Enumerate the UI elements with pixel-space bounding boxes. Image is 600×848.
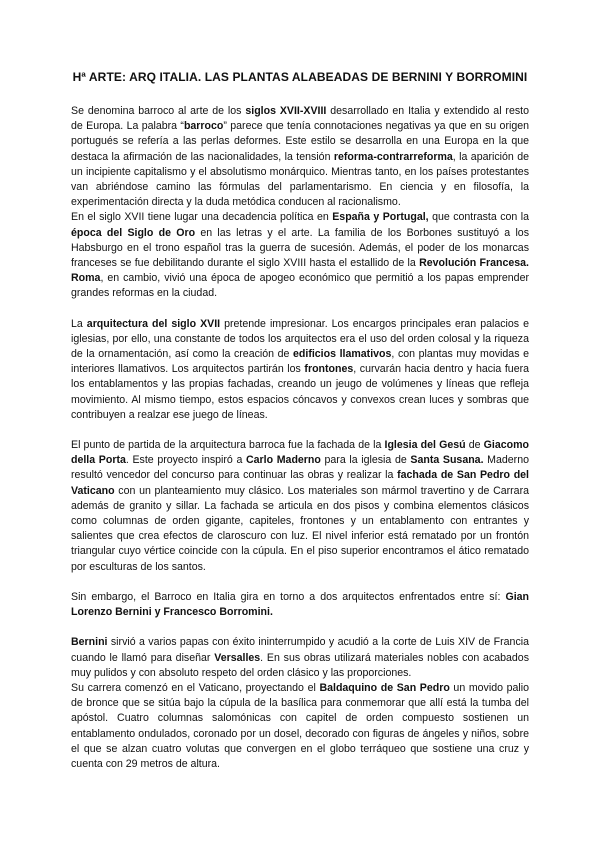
text-run: . En sus obras utilizará materiales nobles con acabados muy pulidos y con absoluto respeto del orden clásico y las proporciones.	[71, 651, 529, 679]
bold-term: siglos XVII-XVIII	[245, 105, 327, 117]
bold-term: reforma-contrarreforma	[333, 150, 453, 163]
bold-term: frontones	[304, 363, 354, 376]
page-title: Hª ARTE: ARQ ITALIA. LAS PLANTAS ALABEADAS DE BERNINI Y BORROMINI	[72, 70, 528, 84]
bold-term: edificios llamativos	[293, 348, 392, 361]
text-run: En el siglo XVII tiene lugar una decadencia política en	[71, 211, 333, 224]
text-run: Sin embargo, el Barroco en Italia gira en torno a dos arquitectos enfrentados entre sí:	[71, 590, 506, 603]
bold-term: Santa Susana.	[410, 454, 484, 467]
bold-term: Iglesia del Gesú	[384, 439, 466, 452]
text-run: , curvarán hacia dentro y hacia fuera los entablamentos y las propias fachadas, creando un jeugo de volúmenes y líneas que refleja movimiento. Al mismo tiempo, estos espacios cóncavos y convexos crean luces y sombras que contribuyen a realzar ese juego de líneas.	[71, 363, 530, 421]
text-run: Su carrera comenzó en el Vaticano, proyectando el	[71, 681, 320, 694]
bold-term: Revolución Francesa.	[419, 257, 529, 270]
bold-term: Bernini	[71, 636, 108, 649]
paragraph-gap	[71, 575, 529, 590]
paragraph-gap	[71, 620, 529, 635]
paragraph-arquitectura-siglo-xvii	[71, 317, 529, 423]
paragraph-iglesia-gesu	[71, 438, 529, 575]
bold-term: barroco	[183, 120, 224, 133]
text-run: de	[465, 439, 484, 452]
bold-term: fachada de San Pedro del Vaticano	[71, 469, 529, 497]
paragraph-gap	[71, 423, 529, 438]
paragraph-barroco-intro	[71, 104, 529, 210]
text-run: Maderno resultó vencedor del concurso para continuar las obras y realizar la	[71, 454, 529, 482]
paragraph-espana-portugal	[71, 210, 529, 301]
bold-term: Giacomo della Porta	[71, 439, 529, 467]
bold-term: Versalles	[214, 651, 261, 664]
bold-term: Carlo Maderno	[246, 454, 321, 467]
text-run: , en cambio, vivió una época de apogeo económico que permitió a los papas emprender grandes reformas en la ciudad.	[71, 272, 529, 300]
text-run: en las letras y el arte. La familia de los Borbones sustituyó a los Habsburgo en el trono español tras la guerra de sucesión. Además, el poder de los monarcas franceses se fue debilitando durante el siglo XVIII hasta el estallido de la	[71, 226, 529, 270]
bold-term: Roma	[71, 272, 101, 285]
text-run: desarrollado en Italia y extendido al resto de Europa. La palabra “	[71, 105, 529, 133]
text-run: La	[71, 317, 87, 330]
bold-term: época del Siglo de Oro	[71, 226, 196, 239]
paragraph-baldaquino	[71, 681, 529, 772]
text-run: , con plantas muy movidas e interiores llamativos. Los arquitectos partirán los	[71, 348, 529, 376]
paragraph-bernini	[71, 635, 529, 681]
bold-term: Baldaquino de San Pedro	[319, 681, 450, 694]
text-run: con un planteamiento muy clásico. Los materiales son mármol travertino y de Carrara además de granito y sillar. La fachada se articula en dos pisos y combina elementos clásicos como columnas de orden gigante, capiteles, frontones y un entablamento con entrantes y salientes que crea efectos de claroscuro con luz. El nivel inferior está rematado por un frontón triangular cuyo vértice coincide con la cúpula. En el piso superior encontramos el ático rematado por esculturas de los santos.	[71, 484, 529, 573]
text-run: ” parece que tenía connotaciones negativas ya que en su origen portugués se refería a las perlas deformes. Este estilo se desarrolla en una Europa en la que destaca la afirmación de las nacionalidades, la tensión	[71, 120, 529, 163]
text-run: El punto de partida de la arquitectura barroca fue la fachada de la	[71, 439, 385, 452]
text-run: para la iglesia de	[320, 454, 411, 467]
text-run: sirvió a varios papas con éxito ininterrumpido y acudió a la corte de Luis XIV de Francia cuando le llamó para diseñar	[71, 636, 529, 664]
text-run: un movido palio de bronce que se sitúa bajo la cúpula de la basílica para conmemorar que allí está la tumba del apóstol. Cuatro columnas salomónicas con capitel de orden compuesto sostienen un entablamento ondulados, coronado por un dosel, decorado con figuras de ángeles y niños, sobre el que se alzan cuatro volutas que convergen en el globo terráqueo que sostiene una cruz y cuenta con 29 metros de altura.	[71, 681, 529, 770]
paragraph-gap	[71, 302, 529, 317]
text-run: , la aparición de un incipiente capitalismo y el absolutismo monárquico. Mientras tanto, en los países protestantes van abriéndose camino las fórmulas del parlamentarismo. En ciencia y en filosofía, la experimentación directa y la duda metódica conducen al racionalismo.	[71, 150, 529, 209]
bold-term: arquitectura del siglo XVII	[86, 317, 221, 330]
bold-term: Gian Lorenzo Bernini y Francesco Borromini.	[71, 590, 529, 619]
text-run: . Este proyecto inspiró a	[125, 454, 246, 467]
text-run: Se denomina barroco al arte de los	[71, 105, 246, 117]
text-run: que contrasta con la	[428, 211, 529, 224]
text-run: pretende impresionar. Los encargos principales eran palacios e iglesias, por ello, una constante de todos los arquitectos era el uso del orden colosal y la riqueza de la ornamentación, así como la creación de	[71, 317, 529, 361]
bold-term: España y Portugal,	[332, 211, 429, 224]
paragraph-bernini-borromini	[71, 590, 529, 620]
